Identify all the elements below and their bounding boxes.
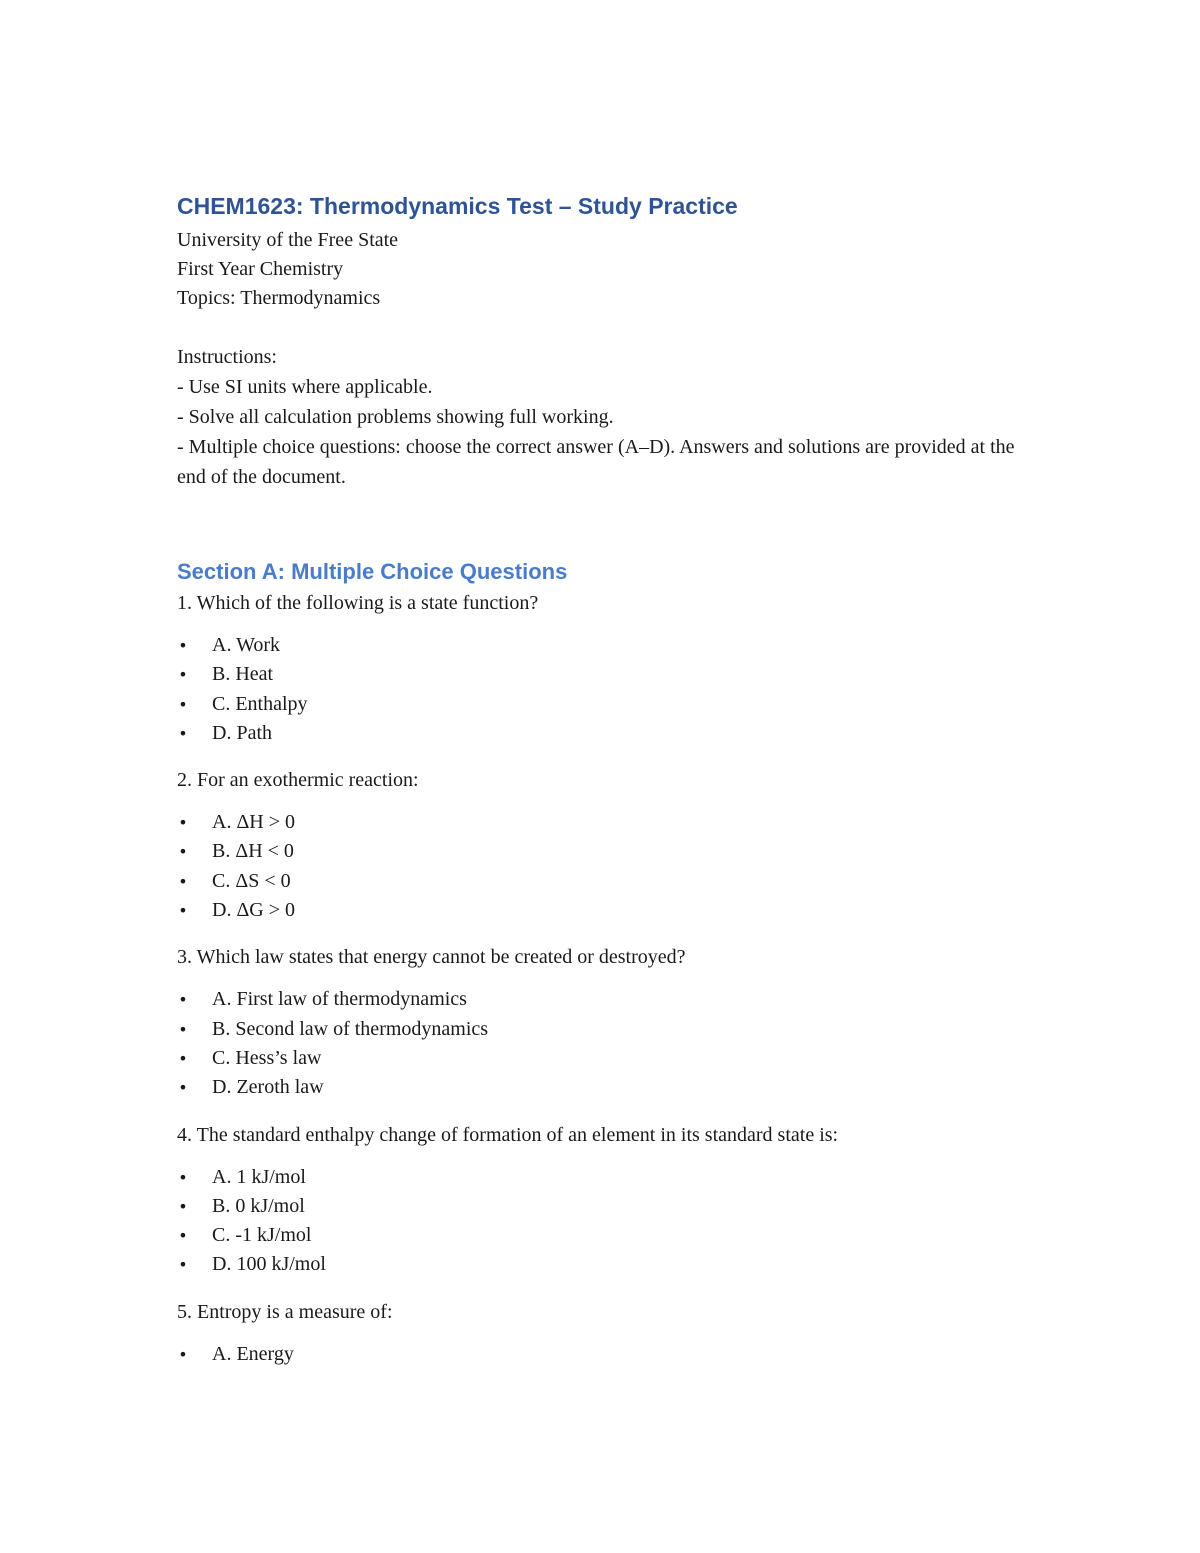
instruction-item: - Use SI units where applicable. xyxy=(177,376,433,398)
option-list xyxy=(177,808,1017,925)
instruction-item: - Multiple choice questions: choose the correct answer (A–D). Answers and solutions are provided at the end of the document. xyxy=(177,436,1015,488)
option-item xyxy=(177,896,1017,925)
bullet-icon: • xyxy=(178,842,188,862)
option-item xyxy=(177,719,1017,748)
option-item xyxy=(177,1250,1017,1279)
option-label: D. Path xyxy=(212,721,272,744)
option-label: B. Second law of thermodynamics xyxy=(212,1017,489,1040)
option-label: A. Energy xyxy=(212,1342,294,1365)
option-label: D. ΔG > 0 xyxy=(212,899,296,922)
bullet-icon: • xyxy=(178,1196,188,1216)
option-item xyxy=(177,690,1017,719)
bullet-icon: • xyxy=(178,1019,188,1039)
bullet-icon: • xyxy=(178,813,188,833)
bullet-icon: • xyxy=(178,1078,188,1098)
option-item xyxy=(177,837,1017,866)
option-list xyxy=(177,985,1017,1102)
section-a-title: Section A: Multiple Choice Questions xyxy=(177,559,568,584)
bullet-icon: • xyxy=(178,1255,188,1275)
option-label: B. Heat xyxy=(212,663,274,686)
document-title: CHEM1623: Thermodynamics Test – Study Practice xyxy=(177,193,738,219)
question-text: 4. The standard enthalpy change of formation of an element in its standard state is: xyxy=(177,1123,839,1146)
bullet-icon: • xyxy=(178,1167,188,1187)
option-label: A. ΔH > 0 xyxy=(212,811,296,834)
option-label: C. Enthalpy xyxy=(212,692,308,715)
bullet-icon: • xyxy=(178,901,188,921)
bullet-icon: • xyxy=(178,723,188,743)
course-line: First Year Chemistry xyxy=(177,258,344,280)
option-label: C. Hess’s law xyxy=(212,1046,322,1069)
question-text: 2. For an exothermic reaction: xyxy=(177,769,419,792)
bullet-icon: • xyxy=(178,990,188,1010)
option-item xyxy=(177,1192,1017,1221)
bullet-icon: • xyxy=(178,636,188,655)
bullet-icon: • xyxy=(178,1048,188,1068)
option-item xyxy=(177,1340,1017,1369)
option-list xyxy=(177,1163,1017,1280)
instruction-item: - Solve all calculation problems showing full working. xyxy=(177,406,614,428)
topics-line: Topics: Thermodynamics xyxy=(177,287,381,309)
bullet-icon: • xyxy=(178,665,188,685)
bullet-icon: • xyxy=(178,1226,188,1246)
blank-line xyxy=(177,313,1017,342)
bullet-icon: • xyxy=(178,1344,188,1364)
question-text: 5. Entropy is a measure of: xyxy=(177,1300,393,1323)
option-item xyxy=(177,985,1017,1014)
option-item xyxy=(177,631,1017,660)
option-label: B. ΔH < 0 xyxy=(212,840,294,863)
option-item xyxy=(177,1044,1017,1073)
option-item xyxy=(177,660,1017,689)
instructions-heading: Instructions: xyxy=(177,346,277,368)
option-label: A. Work xyxy=(212,634,281,656)
option-item xyxy=(177,867,1017,896)
question-list xyxy=(177,588,1017,1369)
bullet-icon: • xyxy=(178,694,188,714)
document-page xyxy=(177,190,1017,1386)
option-label: C. -1 kJ/mol xyxy=(212,1224,312,1247)
bullet-icon: • xyxy=(178,871,188,891)
university-line: University of the Free State xyxy=(177,229,399,251)
option-list xyxy=(177,631,1017,748)
option-label: D. Zeroth law xyxy=(212,1076,324,1099)
option-item xyxy=(177,1221,1017,1250)
option-label: A. 1 kJ/mol xyxy=(212,1165,306,1188)
question-text: 1. Which of the following is a state function? xyxy=(177,592,539,614)
question-text: 3. Which law states that energy cannot be created or destroyed? xyxy=(177,946,686,969)
option-item xyxy=(177,1015,1017,1044)
option-item xyxy=(177,808,1017,837)
option-label: D. 100 kJ/mol xyxy=(212,1253,326,1276)
option-list xyxy=(177,1340,1017,1369)
option-label: A. First law of thermodynamics xyxy=(212,988,467,1011)
option-label: C. ΔS < 0 xyxy=(212,869,291,892)
option-item xyxy=(177,1163,1017,1192)
option-item xyxy=(177,1073,1017,1102)
option-label: B. 0 kJ/mol xyxy=(212,1194,305,1217)
